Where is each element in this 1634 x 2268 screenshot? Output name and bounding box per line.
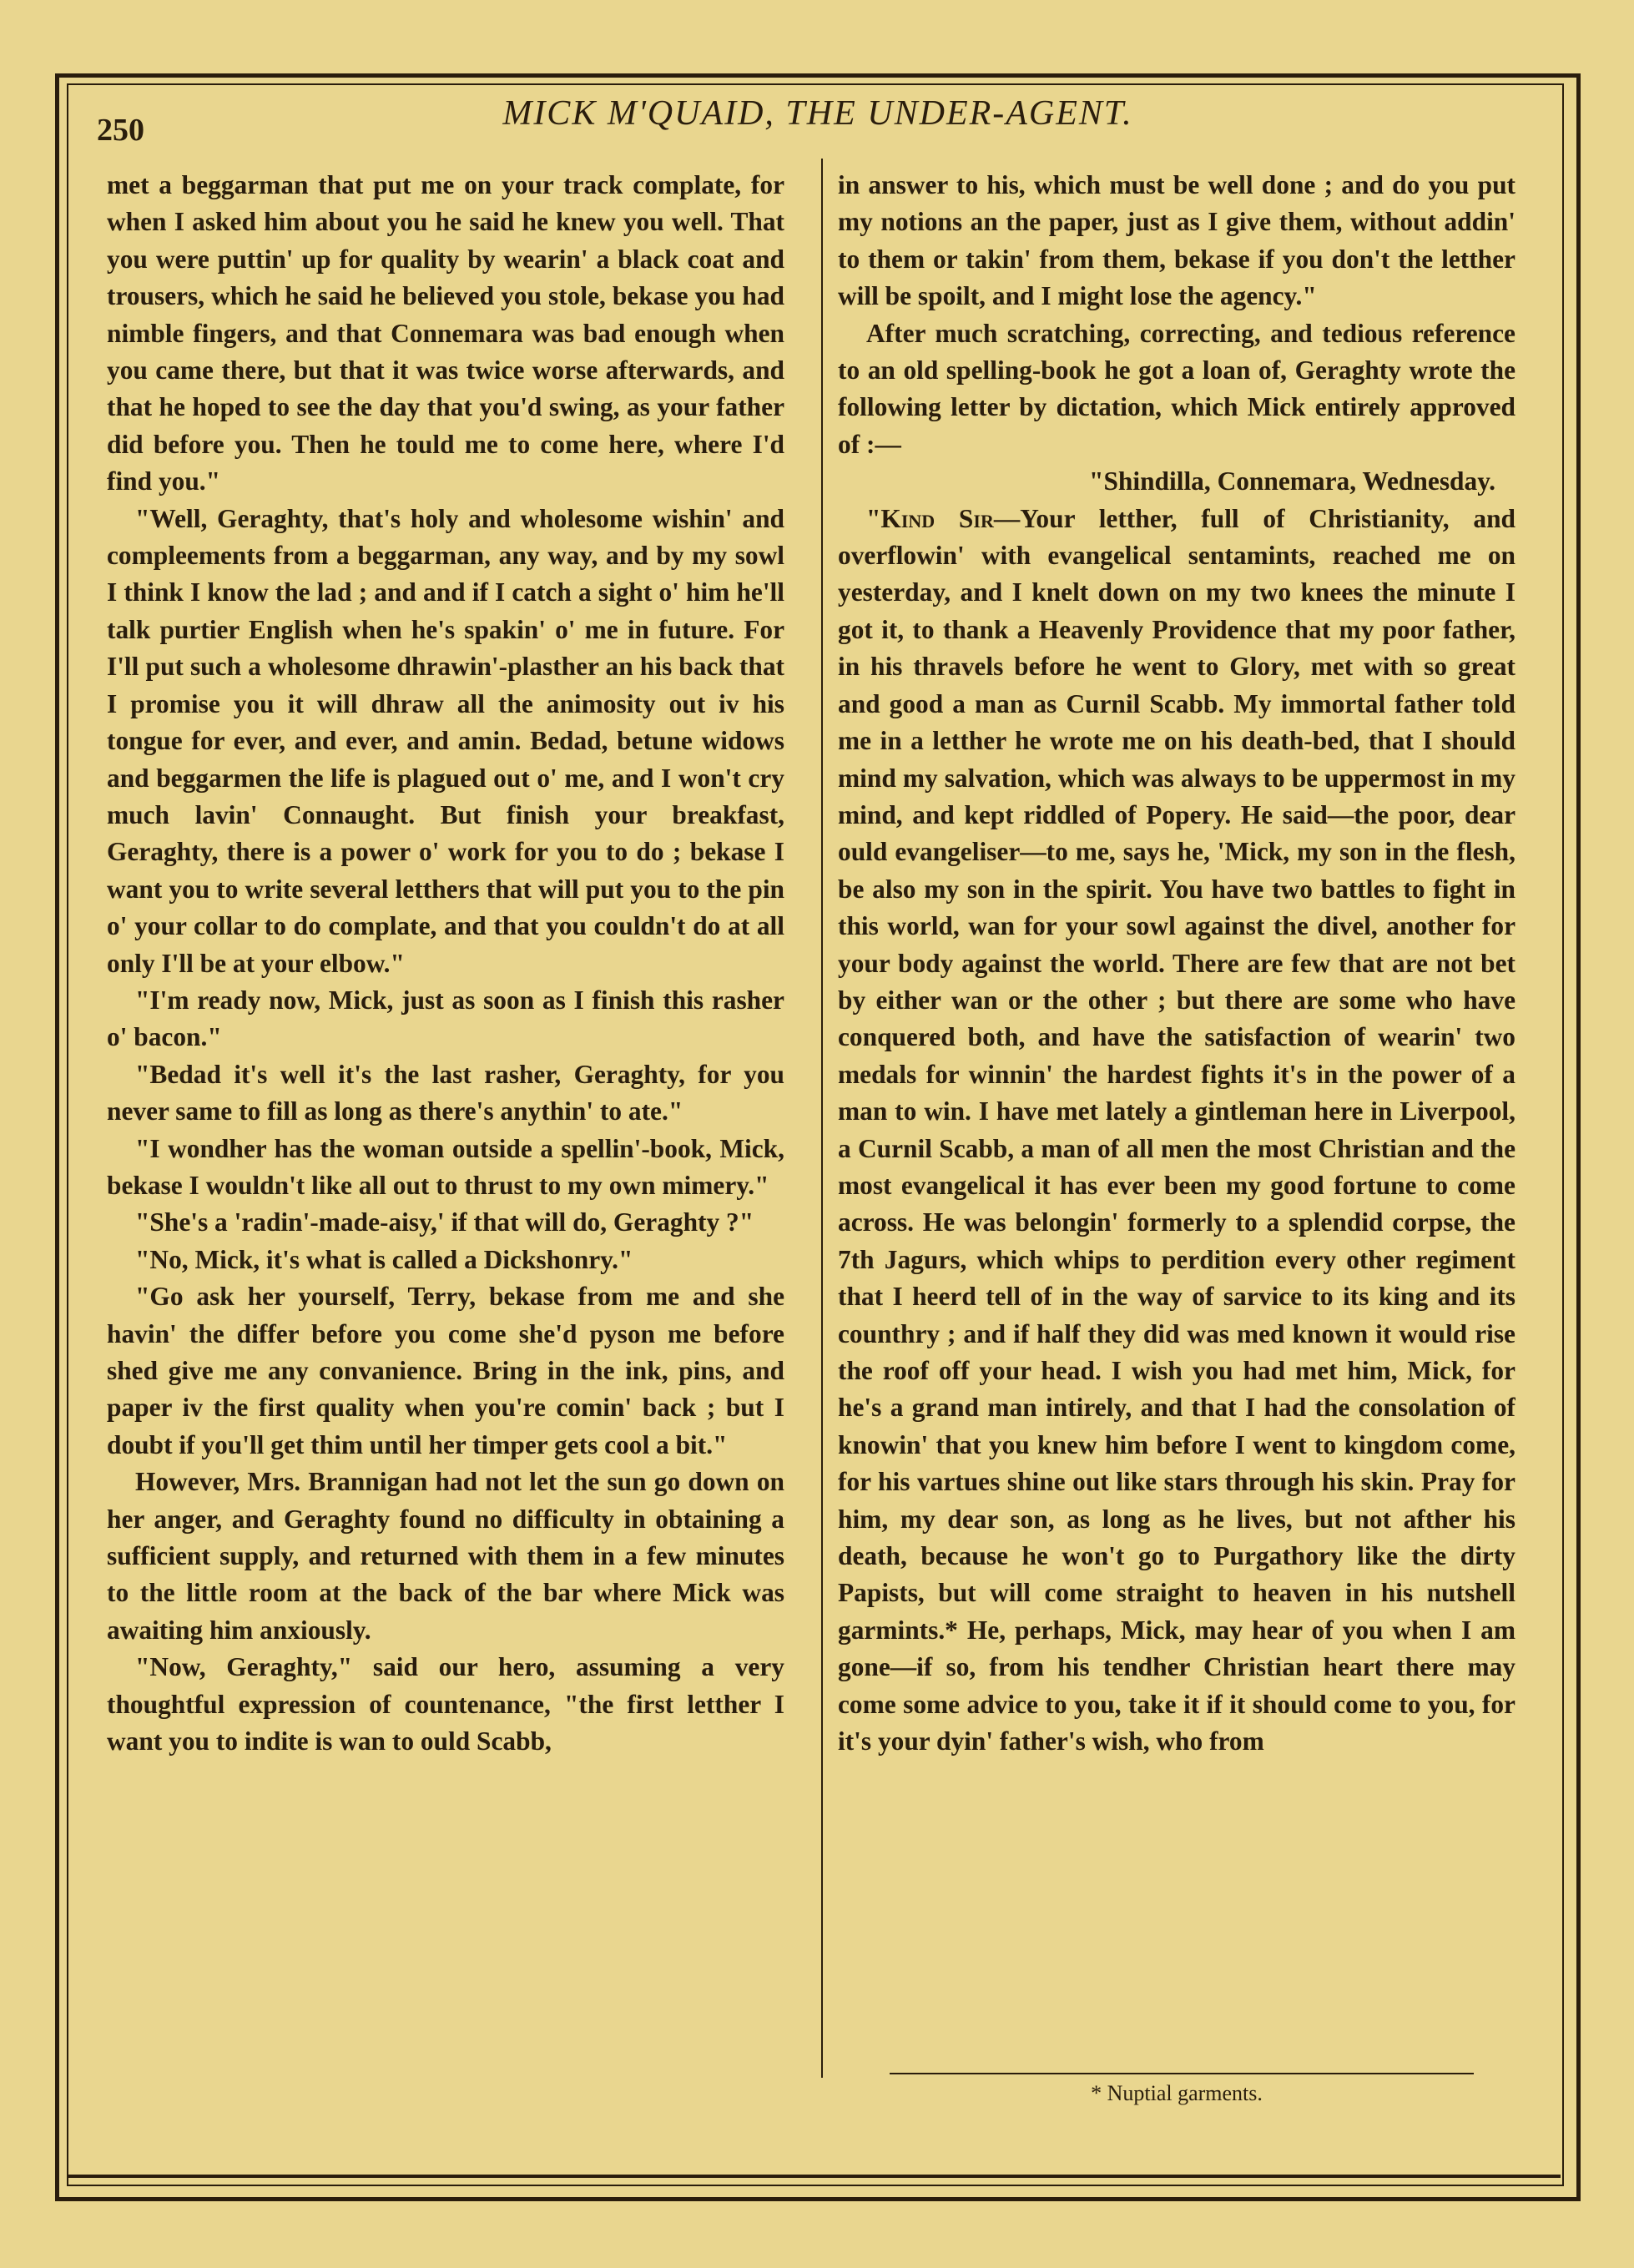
letter-body: —Your letther, full of Christianity, and overflowin' with evangelical sentamints, reached me on yesterday, and I knelt down on my two knees the minute I got it, to thank a Heavenly Providence that my poor father, in his thravels before he went to Glory, met with so great and good a man as Curnil Scabb. My immortal father told me in a letther he wrote me on his death-bed, that I should mind my salvation, which was always to be uppermost in my mind, and kept riddled of Popery. He said—the poor, dear ould evangeliser—to me, says he, 'Mick, my son in the flesh, be also my son in the spirit. You have two battles to fight in this world, wan for your sowl against the divel, another for your body against the world. There are few that are not bet by either wan or the other ; but there are some who have conquered both, and have the satisfaction of wearin' two medals for winnin' the hardest fights it's in the power of a man to win. I have met lately a gintleman here in Liverpool, a Curnil Scabb, a man of all men the most Christian and the most evangelical it has ever been my good fortune to come across. He was belongin' formerly to a splendid corpse, the 7th Jagurs, which whips to perdition every other regiment that I heerd tell of in the way of sarvice to its king and its counthry ; and if half they did was med known it would rise the roof off your head. I wish you had met him, Mick, for he's a grand man intirely, and that I had the consolation of knowin' that you knew him before I went to kingdom come, for his vartues shine out like stars through his skin. Pray for him, my dear son, as long as he lives, but not afther his death, because he won't go to Purgathory like the dirty Papists, but will come straight to heaven in his nutshell garmints.* He, perhaps, Mick, may hear of you when I am gone—if so, from his tendher Christian heart there may come some advice to you, take it if it should come to you, for it's your dyin' father's wish, who from xyxy=(838,503,1515,1756)
page-number: 250 xyxy=(97,113,144,148)
column-divider xyxy=(821,159,823,2078)
paragraph: After much scratching, correcting, and tedious reference to an old spelling-book he got a loan of, Geraghty wrote the following letter by dictation, which Mick entirely approved of :— xyxy=(838,318,1515,459)
running-title: MICK M'QUAID, THE UNDER-AGENT. xyxy=(502,94,1133,133)
paragraph: "She's a 'radin'-made-aisy,' if that will do, Geraghty ?" xyxy=(135,1207,754,1237)
footnote-rule xyxy=(890,2073,1474,2074)
paragraph: met a beggarman that put me on your track complate, for when I asked him about you he said he knew you well. That you were puttin' up for quality by wearin' a black coat and trousers, which he said he believed you stole, bekase you had nimble fingers, and that Connemara was bad enough when you came there, but that it was twice worse afterwards, and that he hoped to see the day that you'd swing, as your father did before you. Then he tould me to come here, where I'd find you." xyxy=(107,170,784,496)
paragraph: "I'm ready now, Mick, just as soon as I finish this rasher o' bacon." xyxy=(107,985,784,1052)
paragraph: However, Mrs. Brannigan had not let the sun go down on her anger, and Geraghty found no difficulty in obtaining a sufficient supply, and returned with them in a few minutes to the little room at the back of the bar where Mick was awaiting him anxiously. xyxy=(107,1467,784,1645)
paragraph: "Well, Geraghty, that's holy and wholesome wishin' and compleements from a beggarman, any way, and by my sowl I think I know the lad ; and and if I catch a sight o' him he'll talk purtier English when he's spakin' o' me in future. For I'll put such a wholesome dhrawin'-plasther an his back that I promise you it will dhraw all the animosity out iv his tongue for ever, and ever, and amin. Bedad, betune widows and beggarmen the life is plagued out o' me, and I won't cry much lavin' Connaught. But finish your breakfast, Geraghty, there is a power o' work for you to do ; bekase I want you to write several letthers that will put you to the pin o' your collar to do complate, and that you couldn't do at all only I'll be at your elbow." xyxy=(107,503,784,978)
paragraph: "Bedad it's well it's the last rasher, Geraghty, for you never same to fill as long as there's anythin' to ate." xyxy=(107,1059,784,1126)
paragraph: in answer to his, which must be well done ; and do you put my notions an the paper, just as I give them, without addin' to them or takin' from them, bekase if you don't the letther will be spoilt, and I might lose the agency." xyxy=(838,170,1515,311)
letter-dateline: "Shindilla, Connemara, Wednesday. xyxy=(1089,466,1495,496)
paragraph: "No, Mick, it's what is called a Dickshonry." xyxy=(135,1244,633,1274)
bottom-border-rule xyxy=(67,2175,1561,2178)
page-header xyxy=(92,87,1544,154)
paragraph: "I wondher has the woman outside a spellin'-book, Mick, bekase I wouldn't like all out to thrust to my own mimery." xyxy=(107,1133,784,1200)
paragraph: "Now, Geraghty," said our hero, assuming a very thoughtful expression of countenance, "the first letther I want you to indite is wan to ould Scabb, xyxy=(107,1652,784,1756)
left-column xyxy=(107,167,784,2036)
right-column xyxy=(838,167,1515,2036)
letter-paragraph xyxy=(838,501,1515,1761)
footnote: * Nuptial garments. xyxy=(1091,2081,1263,2105)
paragraph: "Go ask her yourself, Terry, bekase from me and she havin' the differ before you come she'd pyson me before shed give me any convanience. Bring in the ink, pins, and paper iv the first quality when you're comin' back ; but I doubt if you'll get thim until her timper gets cool a bit." xyxy=(107,1282,784,1459)
letter-salutation: "Kind Sir xyxy=(866,503,994,533)
